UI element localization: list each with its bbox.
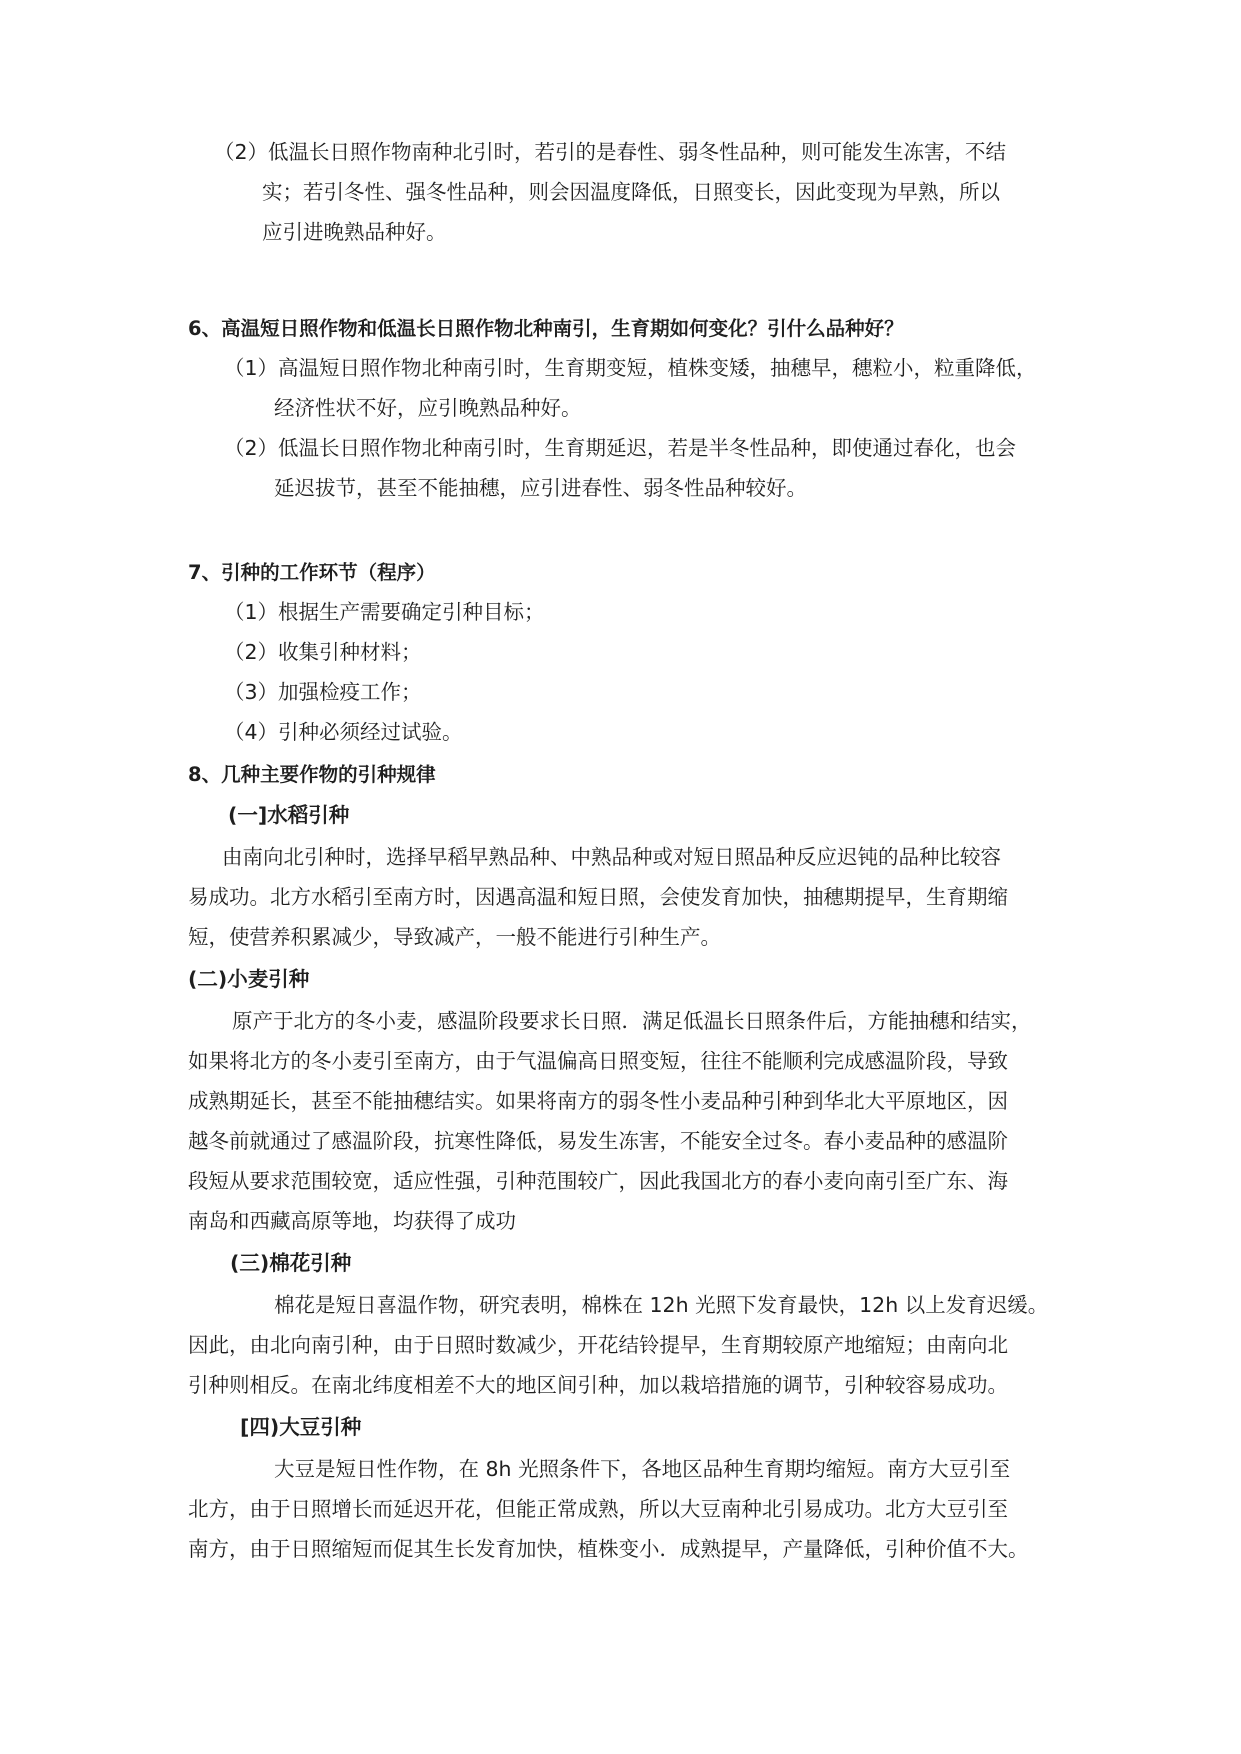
q6-item1-line1: （1）高温短日照作物北种南引时，生育期变短，植株变矮，抽穗早，穗粒小，粒重降低， (224, 356, 1037, 380)
cotton-title: (三)棉花引种 (230, 1251, 352, 1275)
wheat-line5: 段短从要求范围较宽，适应性强，引种范围较广，因此我国北方的春小麦向南引至广东、海 (188, 1169, 1008, 1193)
prev-item2-line2: 实；若引冬性、强冬性品种，则会因温度降低，日照变长，因此变现为早熟，所以 (262, 180, 1000, 204)
wheat-title: (二)小麦引种 (188, 967, 310, 991)
rice-line3: 短，使营养积累减少，导致减产，一般不能进行引种生产。 (188, 925, 721, 949)
q7-item2: （2）收集引种材料； (224, 640, 422, 664)
wheat-line3: 成熟期延长，甚至不能抽穗结实。如果将南方的弱冬性小麦品种引种到华北大平原地区，因 (188, 1089, 1008, 1113)
wheat-line1: 原产于北方的冬小麦，感温阶段要求长日照．满足低温长日照条件后，方能抽穗和结实， (232, 1009, 1032, 1033)
q6-item1-line2: 经济性状不好，应引晚熟品种好。 (274, 396, 582, 420)
rice-line2: 易成功。北方水稻引至南方时，因遇高温和短日照，会使发育加快，抽穗期提早，生育期缩 (188, 885, 1008, 909)
soybean-line1: 大豆是短日性作物，在 8h 光照条件下，各地区品种生育期均缩短。南方大豆引至 (274, 1457, 1011, 1481)
soybean-line2: 北方，由于日照增长而延迟开花，但能正常成熟，所以大豆南种北引易成功。北方大豆引至 (188, 1497, 1008, 1521)
rice-title: (一]水稻引种 (228, 803, 350, 827)
cotton-line2: 因此，由北向南引种，由于日照时数减少，开花结铃提早，生育期较原产地缩短；由南向北 (188, 1333, 1008, 1357)
cotton-line3: 引种则相反。在南北纬度相差不大的地区间引种，加以栽培措施的调节，引种较容易成功。 (188, 1373, 1008, 1397)
cotton-line1: 棉花是短日喜温作物，研究表明，棉株在 12h 光照下发育最快，12h 以上发育迟缓。 (274, 1293, 1049, 1317)
q7-item1: （1）根据生产需要确定引种目标； (224, 600, 545, 624)
wheat-line4: 越冬前就通过了感温阶段，抗寒性降低，易发生冻害，不能安全过冬。春小麦品种的感温阶 (188, 1129, 1008, 1153)
q8-heading: 8、几种主要作物的引种规律 (188, 763, 436, 786)
q7-heading: 7、引种的工作环节（程序） (188, 561, 436, 584)
q7-item4: （4）引种必须经过试验。 (224, 720, 463, 744)
q6-heading: 6、高温短日照作物和低温长日照作物北种南引，生育期如何变化？引什么品种好？ (188, 317, 904, 340)
q7-item3: （3）加强检疫工作； (224, 680, 422, 704)
q6-item2-line1: （2）低温长日照作物北种南引时，生育期延迟，若是半冬性品种，即使通过春化，也会 (224, 436, 1017, 460)
wheat-line2: 如果将北方的冬小麦引至南方，由于气温偏高日照变短，往往不能顺利完成感温阶段，导致 (188, 1049, 1008, 1073)
soybean-title: [四)大豆引种 (240, 1415, 362, 1439)
wheat-line6: 南岛和西藏高原等地，均获得了成功 (188, 1209, 516, 1233)
soybean-line3: 南方，由于日照缩短而促其生长发育加快，植株变小．成熟提早，产量降低，引种价值不大。 (188, 1537, 1029, 1561)
prev-item2-line3: 应引进晚熟品种好。 (262, 220, 447, 244)
q6-item2-line2: 延迟拔节，甚至不能抽穗，应引进春性、弱冬性品种较好。 (274, 476, 807, 500)
rice-line1: 由南向北引种时，选择早稻早熟品种、中熟品种或对短日照品种反应迟钝的品种比较容 (222, 845, 1001, 869)
prev-item2-line1: （2）低温长日照作物南种北引时，若引的是春性、弱冬性品种，则可能发生冻害，不结 (214, 140, 1007, 164)
